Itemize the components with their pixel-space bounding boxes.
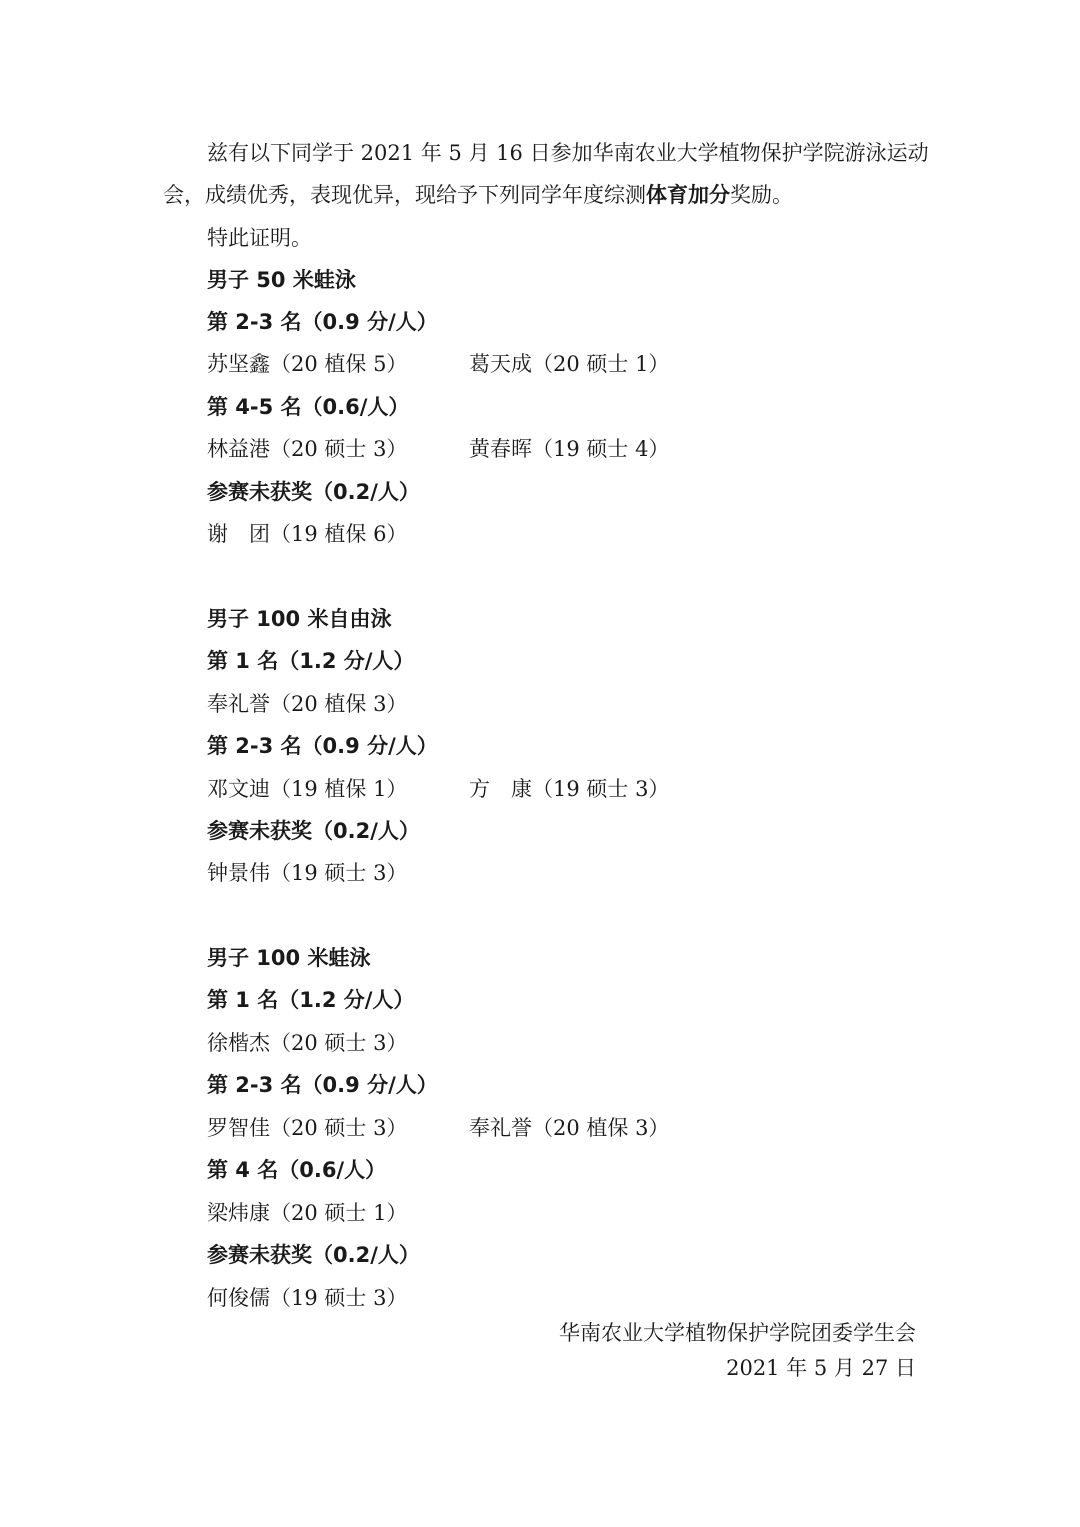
- list-item: 苏坚鑫（20 植保 5）: [207, 352, 408, 376]
- issue-date: 2021 年 5 月 27 日: [726, 1356, 916, 1380]
- list-item: 何俊儒（19 硕士 3）: [207, 1286, 408, 1310]
- section-title: 男子 100 米自由泳: [207, 607, 392, 631]
- group-label: 第 4 名（0.6/人）: [207, 1158, 387, 1182]
- section-title: 男子 50 米蛙泳: [207, 268, 356, 292]
- list-item: 钟景伟（19 硕士 3）: [207, 861, 408, 885]
- group-label: 第 2-3 名（0.9 分/人）: [207, 1073, 438, 1097]
- intro-paragraph-line-1: 兹有以下同学于 2021 年 5 月 16 日参加华南农业大学植物保护学院游泳运动: [207, 141, 929, 165]
- list-item: 谢 团（19 植保 6）: [207, 522, 408, 546]
- group-label: 参赛未获奖（0.2/人）: [207, 819, 420, 843]
- list-item: 方 康（19 硕士 3）: [469, 777, 670, 801]
- list-item: 奉礼誉（20 植保 3）: [469, 1116, 670, 1140]
- list-item: 黄春晖（19 硕士 4）: [469, 437, 670, 461]
- list-item: 林益港（20 硕士 3）: [207, 437, 408, 461]
- group-label: 第 2-3 名（0.9 分/人）: [207, 734, 438, 758]
- list-item: 邓文迪（19 植保 1）: [207, 777, 408, 801]
- list-item: 葛天成（20 硕士 1）: [469, 352, 670, 376]
- list-item: 徐楷杰（20 硕士 3）: [207, 1031, 408, 1055]
- issuing-organization: 华南农业大学植物保护学院团委学生会: [559, 1321, 916, 1345]
- group-label: 第 1 名（1.2 分/人）: [207, 649, 415, 673]
- bonus-emphasis: 体育加分: [646, 183, 730, 207]
- section-title: 男子 100 米蛙泳: [207, 946, 371, 970]
- intro-paragraph-line-2: [163, 180, 793, 210]
- group-label: 第 2-3 名（0.9 分/人）: [207, 310, 438, 334]
- intro-text: 会，成绩优秀，表现优异，现给予下列同学年度综测: [163, 183, 646, 207]
- list-item: 奉礼誉（20 植保 3）: [207, 692, 408, 716]
- list-item: 罗智佳（20 硕士 3）: [207, 1116, 408, 1140]
- group-label: 参赛未获奖（0.2/人）: [207, 1243, 420, 1267]
- list-item: 梁炜康（20 硕士 1）: [207, 1201, 408, 1225]
- intro-text-end: 奖励。: [730, 183, 793, 207]
- certification-statement: 特此证明。: [207, 226, 312, 250]
- group-label: 参赛未获奖（0.2/人）: [207, 480, 420, 504]
- group-label: 第 1 名（1.2 分/人）: [207, 988, 415, 1012]
- group-label: 第 4-5 名（0.6/人）: [207, 395, 410, 419]
